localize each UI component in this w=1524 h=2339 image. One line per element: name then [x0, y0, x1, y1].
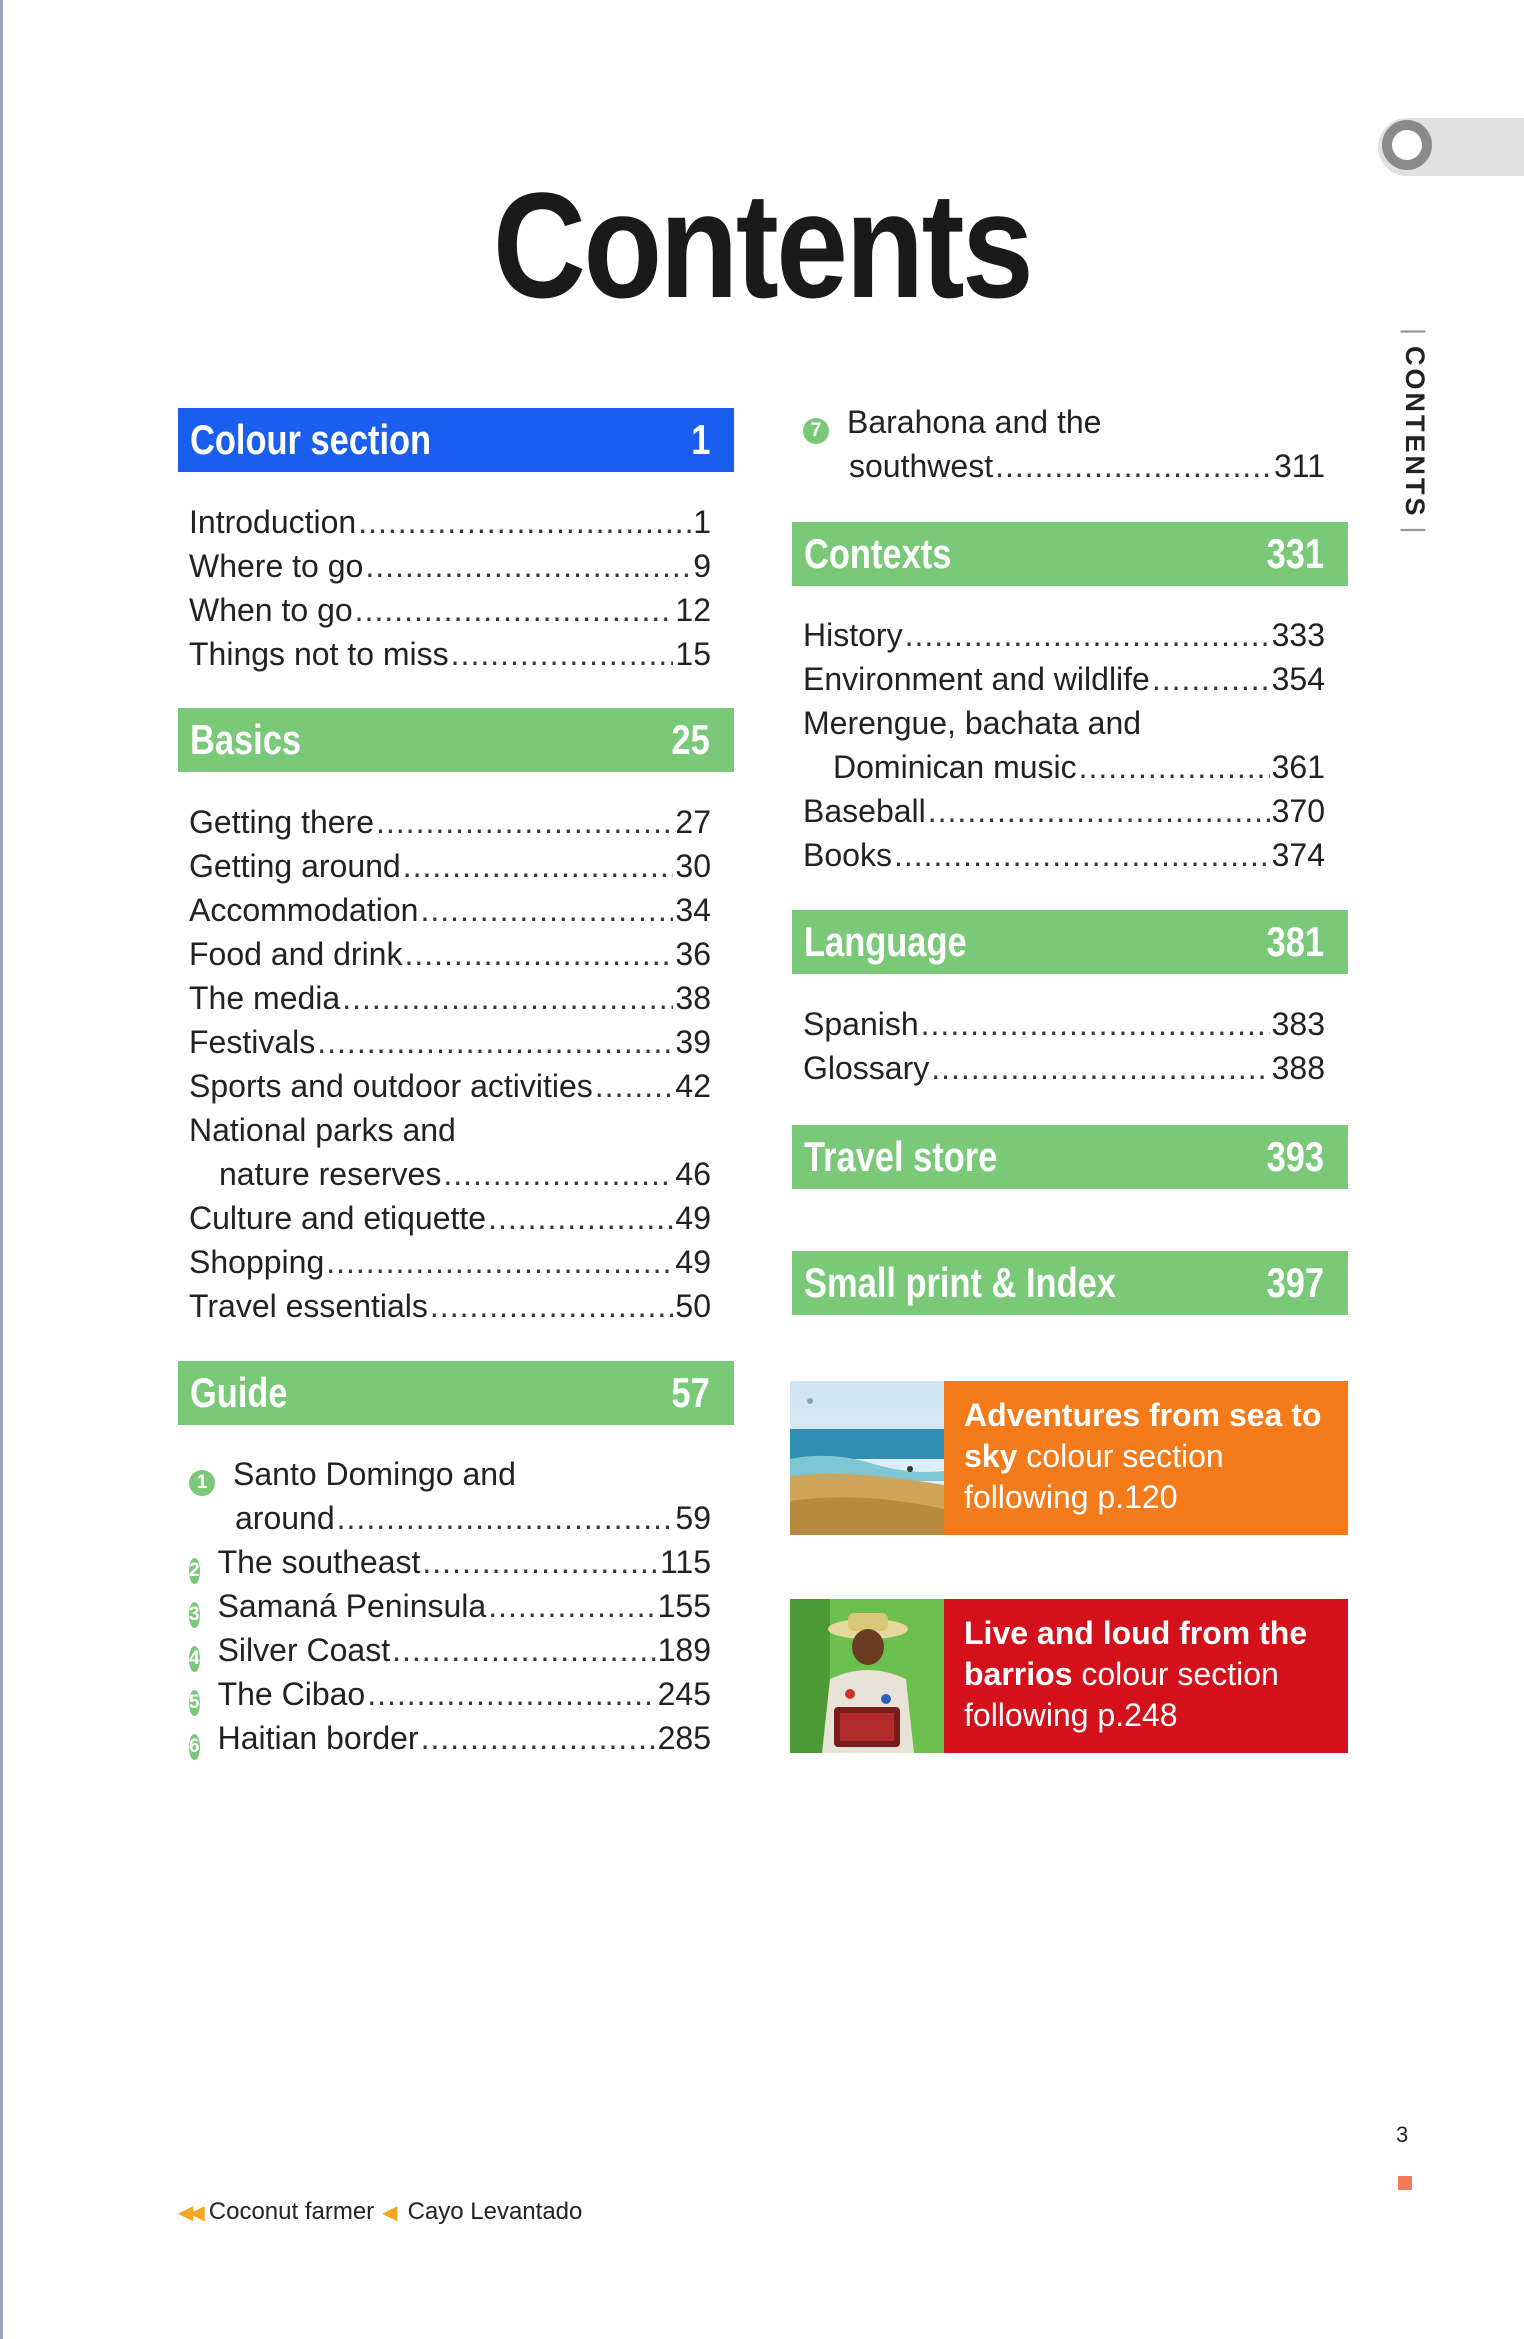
toc-entry[interactable]: 1 Santo Domingo and: [189, 1452, 711, 1496]
accordion-player-photo: [790, 1599, 944, 1753]
toc-entry[interactable]: When to go ..... 12: [189, 588, 711, 632]
caption-item: Cayo Levantado: [407, 2198, 583, 2225]
section-header-small-print[interactable]: Small print & Index 397: [792, 1251, 1348, 1315]
chapter-number-badge: 7: [803, 418, 829, 444]
toc-entry[interactable]: Shopping ..... 49: [189, 1240, 711, 1284]
toc-entry[interactable]: 4 Silver Coast ..... 189: [189, 1628, 711, 1672]
page-number: 3: [1396, 2122, 1409, 2147]
toc-entry[interactable]: Introduction ..... 1: [189, 500, 711, 544]
toc-entry[interactable]: Getting around ..... 30: [189, 844, 711, 888]
language-entries: [803, 1002, 1325, 1090]
side-tab-circle-icon: [1382, 120, 1432, 170]
toc-entry[interactable]: Environment and wildlife ..... 354: [803, 657, 1325, 701]
toc-entry[interactable]: Merengue, bachata and: [803, 705, 1142, 741]
toc-entry[interactable]: 3 Samaná Peninsula ..... 155: [189, 1584, 711, 1628]
toc-entry-continued[interactable]: around ..... 59: [189, 1496, 711, 1540]
beach-photo: [790, 1381, 944, 1535]
caption-item: Coconut farmer: [208, 2198, 375, 2225]
chapter-number-badge: 5: [189, 1690, 200, 1716]
toc-entry[interactable]: Baseball ..... 370: [803, 789, 1325, 833]
colour-entries: [189, 500, 711, 676]
guide-entries: [189, 1452, 711, 1760]
toc-entry[interactable]: 5 The Cibao ..... 245: [189, 1672, 711, 1716]
toc-entry[interactable]: The media ..... 38: [189, 976, 711, 1020]
chapter-number-badge: 3: [189, 1602, 200, 1628]
promo-text: Adventures from sea to sky colour section following p.120: [944, 1381, 1348, 1535]
left-arrow-icon: ◀: [382, 2201, 398, 2224]
toc-entry[interactable]: Culture and etiquette ..... 49: [189, 1196, 711, 1240]
section-header-language[interactable]: Language 381: [792, 910, 1348, 974]
section-header-colour[interactable]: Colour section 1: [178, 408, 734, 472]
toc-entry[interactable]: Spanish ..... 383: [803, 1002, 1325, 1046]
basics-entries: [189, 800, 711, 1328]
double-left-arrow-icon: ◀◀: [178, 2201, 201, 2224]
toc-entry-continued[interactable]: nature reserves ..... 46: [189, 1152, 711, 1196]
chapter-number-badge: 4: [189, 1646, 200, 1672]
toc-entry[interactable]: 6 Haitian border ..... 285: [189, 1716, 711, 1760]
toc-entry[interactable]: 2 The southeast ..... 115: [189, 1540, 711, 1584]
section-header-guide[interactable]: Guide 57: [178, 1361, 734, 1425]
toc-entry[interactable]: Where to go ..... 9: [189, 544, 711, 588]
promo-adventures[interactable]: [790, 1381, 1348, 1535]
toc-entry[interactable]: Accommodation ..... 34: [189, 888, 711, 932]
promo-text: Live and loud from the barrios colour section following p.248: [944, 1599, 1348, 1753]
section-header-basics[interactable]: Basics 25: [178, 708, 734, 772]
toc-entry[interactable]: Festivals ..... 39: [189, 1020, 711, 1064]
chapter-number-badge: 1: [189, 1470, 215, 1496]
toc-entry[interactable]: Getting there ..... 27: [189, 800, 711, 844]
toc-entry[interactable]: History ..... 333: [803, 613, 1325, 657]
section-header-contexts[interactable]: Contexts 331: [792, 522, 1348, 586]
side-tab-label: |CONTENTS|: [1400, 328, 1430, 537]
page-title: Contents: [492, 161, 1032, 329]
toc-entry[interactable]: Travel essentials ..... 50: [189, 1284, 711, 1328]
photo-caption: [178, 2198, 582, 2226]
guide-entries-continued: [803, 400, 1325, 488]
toc-entry[interactable]: Glossary ..... 388: [803, 1046, 1325, 1090]
toc-entry[interactable]: Things not to miss ..... 15: [189, 632, 711, 676]
section-header-travel-store[interactable]: Travel store 393: [792, 1125, 1348, 1189]
toc-entry[interactable]: National parks and: [189, 1112, 456, 1148]
chapter-number-badge: 2: [189, 1558, 200, 1584]
page-marker: [1398, 2176, 1412, 2190]
toc-entry[interactable]: Food and drink ..... 36: [189, 932, 711, 976]
contexts-entries: [803, 613, 1325, 877]
promo-live-and-loud[interactable]: [790, 1599, 1348, 1753]
toc-entry[interactable]: Sports and outdoor activities ..... 42: [189, 1064, 711, 1108]
page-edge: [0, 0, 3, 2339]
toc-entry-continued[interactable]: southwest ..... 311: [803, 444, 1325, 488]
chapter-number-badge: 6: [189, 1734, 200, 1760]
toc-entry-continued[interactable]: Dominican music ..... 361: [803, 745, 1325, 789]
toc-entry[interactable]: 7 Barahona and the: [803, 400, 1325, 444]
toc-entry[interactable]: Books ..... 374: [803, 833, 1325, 877]
